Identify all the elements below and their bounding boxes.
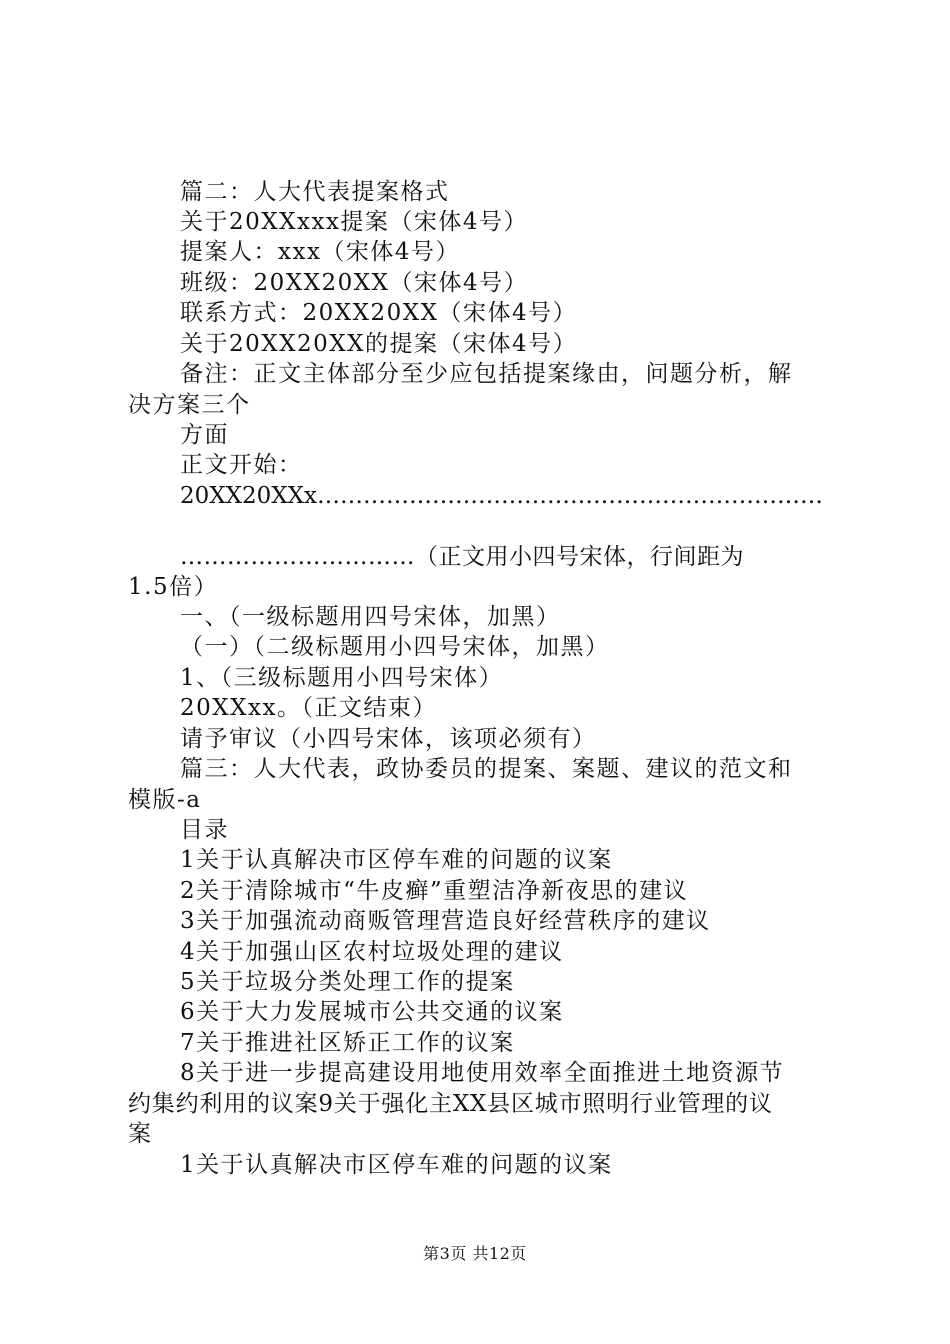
text-line: 1、（三级标题用小四号宋体） <box>180 665 504 691</box>
toc-item: 1关于认真解决市区停车难的问题的议案 <box>180 847 613 873</box>
text-line: 关于20XXxxx提案（宋体4号） <box>180 209 529 235</box>
text-line: 一、（一级标题用四号宋体，加黑） <box>180 604 561 630</box>
section-heading: 篇二：人大代表提案格式 <box>180 179 450 205</box>
text-line: 正文开始： <box>180 452 303 478</box>
text-line: 联系方式：20XX20XX（宋体4号） <box>180 300 578 326</box>
toc-item: 8关于进一步提高建设用地使用效率全面推进土地资源节 <box>180 1060 785 1086</box>
text-line: 决方案三个 <box>128 392 251 418</box>
text-line: 1.5倍） <box>128 574 219 600</box>
toc-item: 6关于大力发展城市公共交通的议案 <box>180 999 564 1025</box>
text-line: 备注：正文主体部分至少应包括提案缘由，问题分析，解 <box>180 361 793 387</box>
text-line: （一）（二级标题用小四号宋体，加黑） <box>180 634 610 660</box>
text-line: 请予审议（小四号宋体，该项必须有） <box>180 726 597 752</box>
toc-item: 约集约利用的议案9关于强化主XX县区城市照明行业管理的议 <box>128 1091 773 1117</box>
toc-item: 5关于垃圾分类处理工作的提案 <box>180 969 515 995</box>
text-line: 方面 <box>180 422 229 448</box>
text-line: 提案人：xxx（宋体4号） <box>180 239 461 265</box>
text-line: 模版-a <box>128 787 202 813</box>
text-line: 20XXxx。（正文结束） <box>180 695 437 721</box>
page-footer: 第3页 共12页 <box>423 1244 527 1263</box>
toc-item: 7关于推进社区矫正工作的议案 <box>180 1030 515 1056</box>
toc-item: 2关于清除城市“牛皮癣”重塑洁净新夜思的建议 <box>180 878 689 904</box>
text-line: 案 <box>128 1121 153 1147</box>
toc-item: 4关于加强山区农村垃圾处理的建议 <box>180 939 564 965</box>
toc-heading: 目录 <box>180 817 229 843</box>
text-line: …………………………（正文用小四号宋体，行间距为 <box>180 544 744 570</box>
text-line: 关于20XX20XX的提案（宋体4号） <box>180 331 578 357</box>
section-heading: 篇三：人大代表，政协委员的提案、案题、建议的范文和 <box>180 756 793 782</box>
text-line: 班级：20XX20XX（宋体4号） <box>180 270 529 296</box>
text-line: 20XX20XXx………………………………………………………… <box>180 483 824 509</box>
article-heading: 1关于认真解决市区停车难的问题的议案 <box>180 1152 613 1178</box>
toc-item: 3关于加强流动商贩管理营造良好经营秩序的建议 <box>180 908 711 934</box>
